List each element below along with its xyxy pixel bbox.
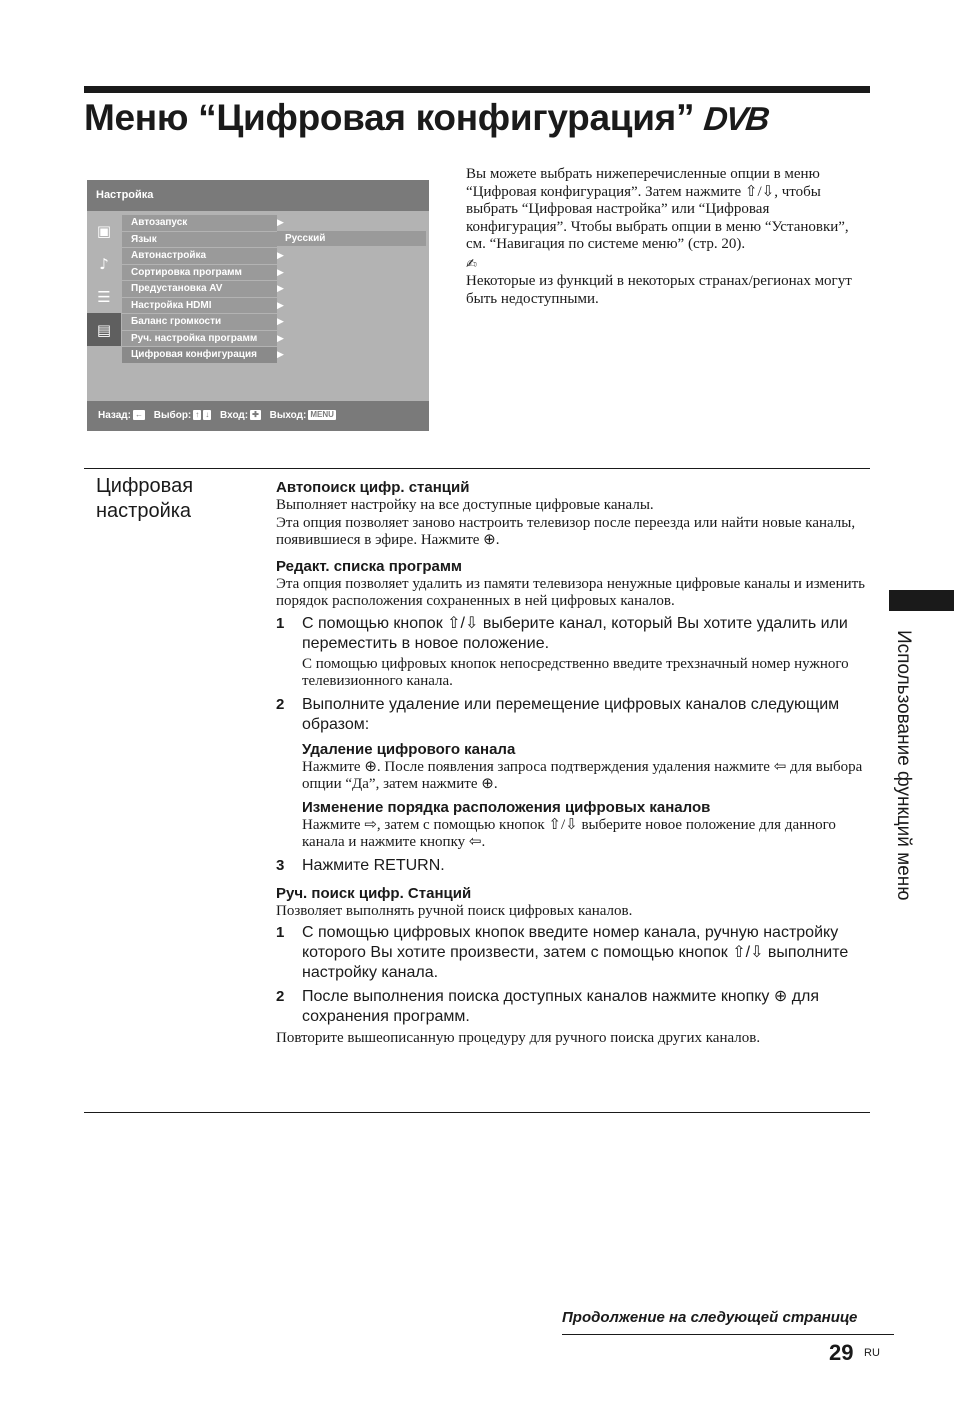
tv-menu-item: Автозапуск [122, 215, 277, 232]
arrow-right-icon: ▶ [277, 317, 284, 327]
exit-label: Выход: [269, 410, 307, 421]
intro-note: Некоторые из функций в некоторых странах/регионах могут быть недоступными. [466, 273, 852, 307]
step-text: Нажмите RETURN. [302, 856, 445, 874]
arrow-right-icon: ▶ [277, 251, 284, 261]
sidebar-tab [889, 590, 954, 611]
manual-step-1 [276, 923, 870, 983]
enter-key-icon: ✚ [252, 410, 259, 420]
arrow-right-icon: ▶ [277, 300, 284, 311]
section-title-line1: Цифровая [96, 475, 194, 497]
section-title-line2: настройка [96, 500, 192, 522]
note-pencil-icon: ✍ [466, 256, 477, 272]
arrow-left-key-icon: ← [134, 410, 143, 420]
step-text: С помощью цифровых кнопок введите номер канала, ручную настройку которого Вы хотите произвести, затем с помощью кнопок ⇧/⇩ выполните настройку канала. [302, 924, 849, 981]
tv-menu-item: Автонастройка [122, 248, 277, 265]
intro-paragraph: Вы можете выбрать нижеперечисленные опции в меню “Цифровая конфигурация”. Затем нажмите ⇧/⇩, чтобы выбрать “Цифровая настройка” или “Цифровая конфигурация”. Чтобы выбрать опции в меню “Установки”, см. “Навигация по системе меню” (стр. 20). [466, 166, 849, 252]
step-text: После выполнения поиска доступных каналов нажмите кнопку ⊕ для сохранения программ. [302, 988, 820, 1025]
tv-menu-item-selected: Цифровая конфигурация [122, 347, 277, 364]
page-number: 29 [829, 1340, 854, 1365]
edit-step-3 [276, 856, 870, 876]
enter-label: Вход: [220, 410, 249, 421]
auto-search-text2: Эта опция позволяет заново настроить телевизор после переезда или найти новые каналы, появившиеся в эфире. Нажмите ⊕. [276, 514, 856, 548]
continued-rule [562, 1334, 894, 1335]
tv-menu-item: Баланс громкости [122, 314, 277, 331]
reorder-text: Нажмите ⇨, затем с помощью кнопок ⇧/⇩ выберите новое положение для данного канала и нажмите кнопку ⇦. [302, 816, 836, 850]
page-title [84, 97, 768, 139]
manual-step-2 [276, 987, 870, 1027]
tv-menu-item: Настройка HDMI [122, 298, 277, 315]
step-number: 3 [276, 856, 285, 874]
arrow-down-key-icon: ↓ [205, 410, 210, 420]
section-content [276, 478, 870, 1048]
toolbox-icon: ▤ [87, 313, 121, 346]
sidebar-label: Использование функций меню [893, 630, 914, 901]
tv-menu-item: Язык [122, 232, 277, 249]
arrow-right-icon: ▶ [277, 350, 284, 360]
picture-icon: ▣ [96, 221, 112, 240]
arrow-right-icon: ▶ [277, 267, 284, 278]
select-label: Выбор: [153, 410, 192, 421]
section-top-rule [84, 468, 870, 469]
step-text: Выполните удаление или перемещение цифровых каналов следующим образом: [302, 695, 840, 733]
edit-step-1 [276, 614, 870, 654]
section-title [96, 474, 193, 524]
edit-step-1-note: С помощью цифровых кнопок непосредственно введите трехзначный номер нужного телевизионного канала. [302, 655, 849, 689]
tv-menu-selected-value: Русский [277, 231, 426, 246]
section-bottom-rule [84, 1112, 870, 1113]
tv-menu-items [122, 215, 277, 364]
dvb-logo: DVB [702, 100, 770, 137]
arrow-up-key-icon: ↑ [195, 410, 200, 420]
tv-menu-screenshot [87, 180, 429, 431]
top-rule [84, 86, 870, 93]
continued-label: Продолжение на следующей странице [562, 1309, 858, 1326]
step-number: 2 [276, 988, 285, 1005]
arrow-right-icon: ▶ [277, 333, 284, 344]
auto-search-text1: Выполняет настройку на все доступные цифровые каналы. [276, 497, 654, 513]
auto-search-heading: Автопоиск цифр. станций [276, 479, 470, 496]
page-suffix: RU [864, 1347, 880, 1359]
music-note-icon: ♪ [99, 254, 109, 273]
step-number: 1 [276, 614, 285, 632]
manual-search-footer: Повторите вышеописанную процедуру для ручного поиска других каналов. [276, 1030, 761, 1046]
tv-menu-icons [87, 214, 121, 346]
intro-text [466, 166, 870, 308]
edit-list-text: Эта опция позволяет удалить из памяти телевизора ненужные цифровые каналы и изменить порядок расположения сохраненных в ней цифровых каналов. [276, 575, 866, 609]
edit-list-heading: Редакт. списка программ [276, 557, 463, 575]
page-title-text: Меню “Цифровая конфигурация” [84, 97, 695, 138]
delete-heading: Удаление цифрового канала [302, 740, 516, 758]
tv-menu-footer [87, 401, 429, 431]
list-icon: ☰ [97, 287, 111, 306]
back-label: Назад: [98, 410, 131, 421]
step-number: 2 [276, 695, 285, 713]
manual-search-heading: Руч. поиск цифр. Станций [276, 884, 472, 902]
tv-menu-header: Настройка [87, 180, 429, 211]
tv-menu-item: Руч. настройка программ [122, 331, 277, 348]
arrow-right-icon: ▶ [277, 284, 284, 294]
step-number: 1 [276, 924, 285, 941]
arrow-right-icon: ▶ [277, 218, 284, 228]
manual-search-text: Позволяет выполнять ручной поиск цифровых каналов. [276, 902, 633, 919]
tv-menu-item: Сортировка программ [122, 265, 277, 282]
edit-step-2 [276, 695, 870, 735]
tv-menu-item: Предустановка AV [122, 281, 277, 298]
step-text: С помощью кнопок ⇧/⇩ выберите канал, который Вы хотите удалить или переместить в новое положение. [302, 614, 848, 652]
menu-key: MENU [310, 410, 334, 420]
delete-text: Нажмите ⊕. После появления запроса подтверждения удаления нажмите ⇦ для выбора опции “Да”, затем нажмите ⊕. [302, 758, 863, 792]
reorder-heading: Изменение порядка расположения цифровых каналов [302, 798, 711, 816]
